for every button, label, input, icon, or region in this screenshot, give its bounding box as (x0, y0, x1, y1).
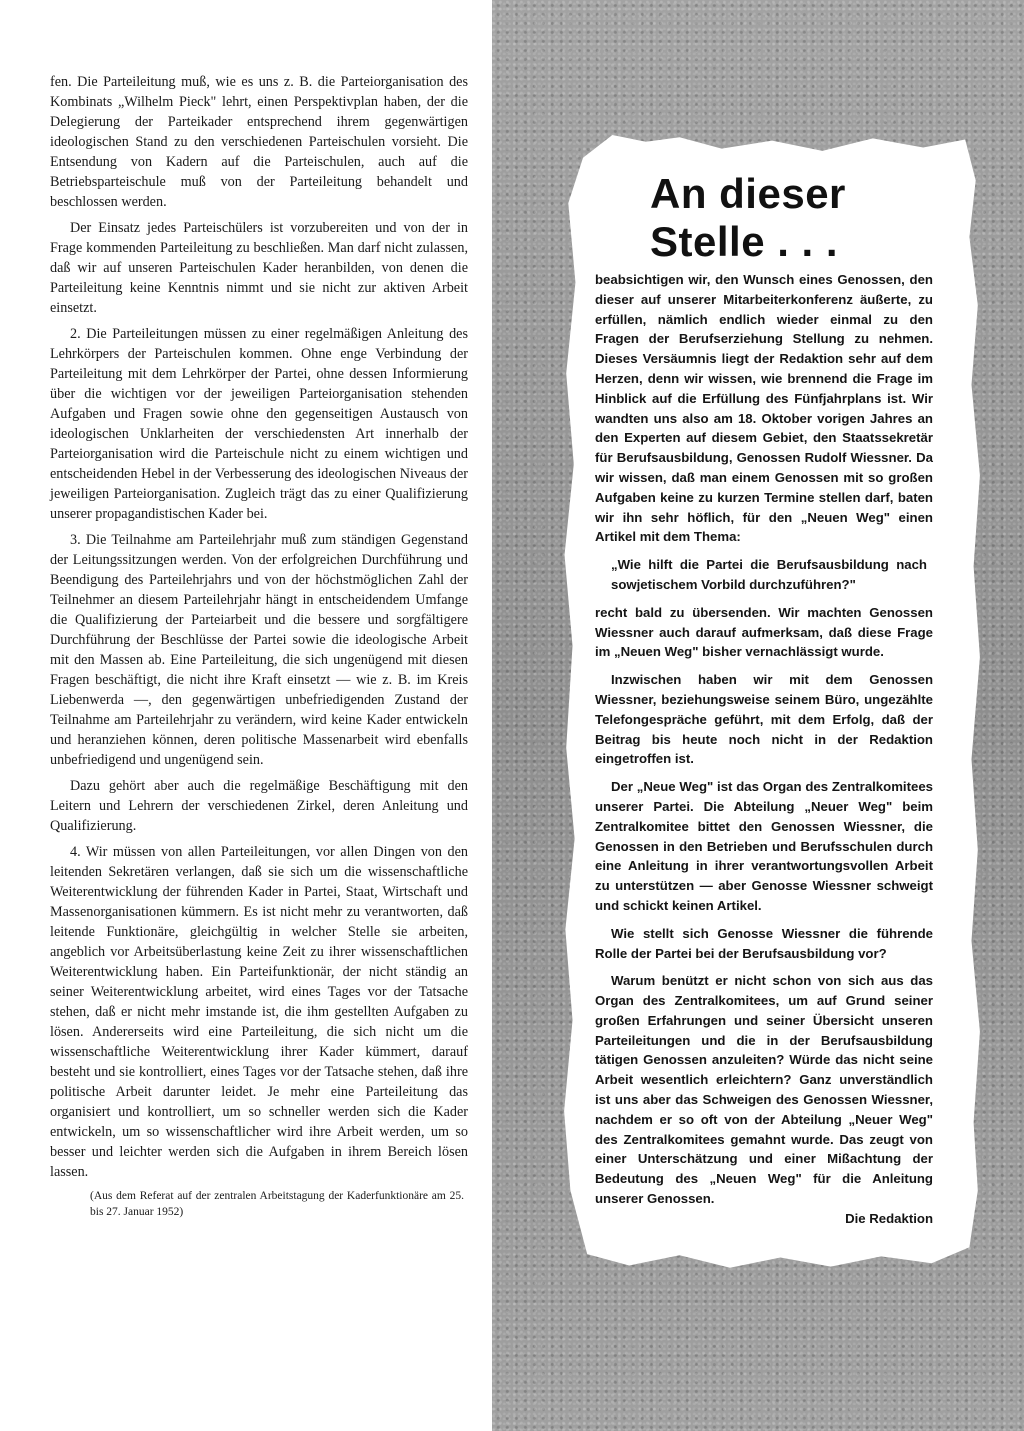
left-paragraph-3: 2. Die Parteileitungen müssen zu einer regelmäßigen Anleitung des Lehrkörpers der Parteischulen kommen. Ohne enge Verbindung der Parteileitung mit dem Lehrkörper der Partei, ohne dessen Informierung über die wichtigen vor der jeweiligen Parteiorganisation stehenden Aufgaben und Fragen sowie ohne den gegenseitigen Austausch von ideologischen Unklarheiten der verschiedensten Art innerhalb der Parteiorganisation wird die Parteischule nicht zu einem wichtigen und entscheidenden Hebel in der Verbesserung des ideologischen Niveaus der jeweiligen Parteiorganisation. Zugleich trägt das zu einer Qualifizierung unserer propagandistischen Kader bei. (50, 326, 468, 522)
notice-quote: „Wie hilft die Partei die Berufsausbildung nach sowjetischem Vorbild durchzuführen?" (611, 557, 927, 592)
source-note: (Aus dem Referat auf der zentralen Arbeitstagung der Kaderfunktionäre am 25. bis 27. Januar 1952) (90, 1190, 464, 1218)
notice-paragraph-6: Warum benützt er nicht schon von sich aus das Organ des Zentralkomitees, um auf Grund seiner großen Erfahrungen und seiner Übersicht unseren Parteileitungen und die in der Berufsausbildung tätigen Genossen anzuleiten? Würde das nicht seine Arbeit wesentlich erleichtern? Ganz unverständlich ist uns aber das Schweigen des Genossen Wiessner, nachdem er so oft von der Abteilung „Neuer Weg" des Zentralkomitees gemahnt wurde. Das zeugt von einer Unterschätzung und einer Mißachtung der Bedeutung des „Neuen Weg" für die Anleitung unserer Genossen. (595, 973, 933, 1207)
left-paragraph-2: Der Einsatz jedes Parteischülers ist vorzubereiten und von der in Frage kommenden Parteileitung zu beschließen. Man darf nicht zulassen, daß wir auf unseren Parteischulen Kader heranbilden, von denen die Parteileitung keine Kenntnis nimmt und sie nicht zur aktiven Arbeit einsetzt. (50, 220, 468, 316)
headline-line-2: Stelle . . . (650, 218, 839, 265)
left-paragraph-1: fen. Die Parteileitung muß, wie es uns z. B. die Parteiorganisation des Kombinats „Wilhelm Pieck" lehrt, einen Perspektivplan haben, der die Delegierung der Parteikader entsprechend ihrem gegenwärtigen ideologischen Stand zu den verschiedenen Parteischulen vorsieht. Die Entsendung von Kadern auf die Parteischulen, auch auf die Betriebsparteischule muß von der Parteileitung behandelt und beschlossen werden. (50, 74, 468, 210)
notice-paragraph-2: recht bald zu übersenden. Wir machten Genossen Wiessner auch darauf aufmerksam, daß diese Frage im „Neuen Weg" bisher vernachlässigt wurde. (595, 604, 933, 660)
notice-body (595, 270, 933, 1237)
notice-paragraph-4: Der „Neue Weg" ist das Organ des Zentralkomitees unserer Partei. Die Abteilung „Neuer Weg" beim Zentralkomitee bittet den Genossen Wiessner, die Genossen in den Betrieben und Berufsschulen durch eine Anleitung in ihrer verantwortungsvollen Arbeit zu unterstützen — aber Genosse Wiessner schweigt und schickt keinen Artikel. (595, 779, 933, 913)
notice-paragraph-1: beabsichtigen wir, den Wunsch eines Genossen, den dieser auf unserer Mitarbeiterkonferenz äußerte, zu erfüllen, nämlich endlich wieder einmal zu den Fragen der Berufserziehung Stellung zu nehmen. Dieses Versäumnis liegt der Redaktion sehr auf dem Herzen, denn wir wissen, wie brennend die Frage im Hinblick auf die Erfüllung des Fünfjahrplans ist. Wir wandten uns also am 18. Oktober vorigen Jahres an den Experten auf diesem Gebiet, den Staatssekretär für Berufsausbildung, Genossen Rudolf Wiessner. Da wir wissen, daß man einem Genossen mit so großen Aufgaben keine zu kurzen Termine stellen darf, baten wir ihn sehr höflich, für den „Neuen Weg" einen Artikel mit dem Thema: (595, 272, 933, 545)
left-paragraph-6: 4. Wir müssen von allen Parteileitungen, vor allen Dingen von den leitenden Sekretären verlangen, daß sie sich um die wissenschaftliche Weiterentwicklung der führenden Kader in Partei, Staat, Wirtschaft und Massenorganisationen kümmern. Es ist nicht mehr zu verantworten, daß leitende Funktionäre, gleichgültig in welcher Stelle sie arbeiten, angeblich vor Arbeitsüberlastung keine Zeit zu ihrer wissenschaftlichen Weiterentwicklung haben. Ein Parteifunktionär, der nicht ständig an seiner Weiterentwicklung arbeitet, wird eines Tages vor der Tatsache stehen, daß er nicht mehr imstande ist, die ihm gestellten Aufgaben zu lösen. Andererseits wird eine Parteileitung, die sich nicht um die wissenschaftliche Weiterentwicklung ihrer Kader kümmert, darauf besteht und sie kontrolliert, eines Tages vor der Tatsache stehen, daß ihre politische Arbeit darunter leidet. Je mehr eine Parteileitung das organisiert und kontrolliert, um so schneller werden sich die Kader entwickeln, um so wissenschaftlicher wird ihre Arbeit werden, um so besser und leichter werden sich die Aufgaben in ihrem Bereich lösen lassen. (50, 844, 468, 1180)
left-article-column (50, 72, 468, 1226)
notice-paragraph-3: Inzwischen haben wir mit dem Genossen Wiessner, beziehungsweise seinem Büro, ungezählte Telefongespräche geführt, mit dem Erfolg, daß der Beitrag bis heute noch nicht in der Redaktion eingetroffen ist. (595, 672, 933, 767)
notice-paragraph-5: Wie stellt sich Genosse Wiessner die führende Rolle der Partei bei der Berufsausbildung vor? (595, 925, 933, 961)
headline-line-1: An dieser (650, 170, 846, 217)
notice-headline (650, 170, 910, 266)
left-paragraph-4: 3. Die Teilnahme am Parteilehrjahr muß zum ständigen Gegenstand der Leitungssitzungen werden. Von der erfolgreichen Durchführung und Beendigung des Parteilehrjahrs und von der höchstmöglichen Zahl der Teilnehmer an diesem Parteilehrjahr hängt in entscheidendem Umfange die Qualifizierung der Parteiarbeit und die bessere und sorgfältigere Durchführung der Beschlüsse der Partei sowie die ideologische Arbeit mit den Massen ab. Eine Parteileitung, die sich ungenügend mit diesen Fragen beschäftigt, die nicht ihre Kraft einsetzt — wie z. B. im Kreis Liebenwerda —, den gegenwärtigen unbefriedigenden Zustand der Teilnahme am Parteilehrjahr zu verändern, wird keine Kader entwickeln und heranziehen können, deren politische Massenarbeit wird ebenfalls unbefriedigend und ungenügend sein. (50, 532, 468, 768)
left-paragraph-5: Dazu gehört aber auch die regelmäßige Beschäftigung mit den Leitern und Lehrern der verschiedenen Zirkel, deren Anleitung und Qualifizierung. (50, 778, 468, 834)
signature: Die Redaktion (845, 1210, 933, 1226)
